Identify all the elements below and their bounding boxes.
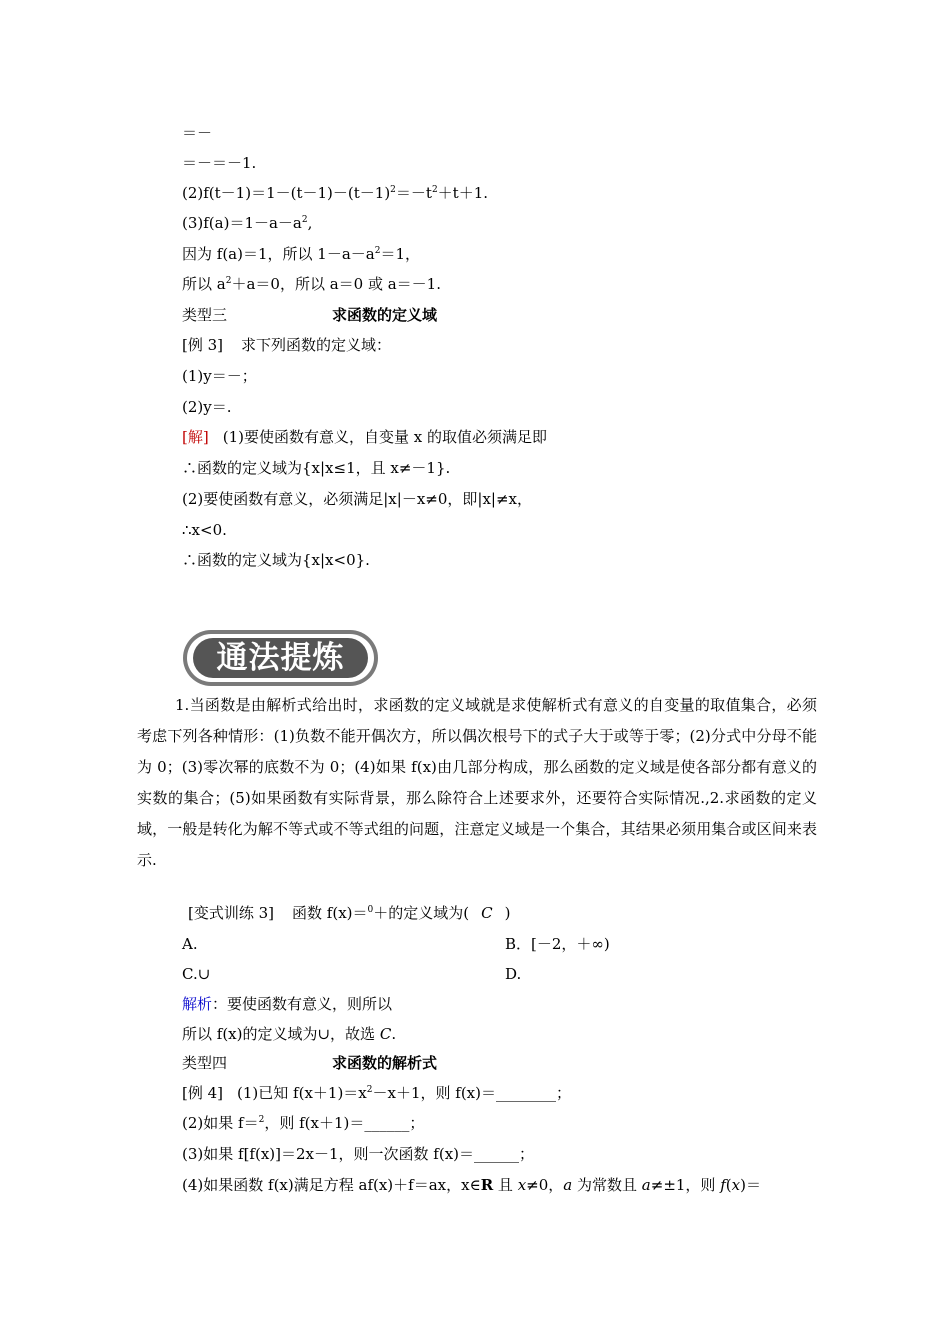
- option-c: C.∪: [182, 965, 211, 983]
- exercise3-options-row2: [182, 964, 522, 984]
- example3-prompt: [例 3] 求下列函数的定义域：: [182, 336, 392, 354]
- method-summary-banner: [183, 630, 378, 686]
- type3-label: 类型三: [182, 306, 228, 324]
- derivation-line-4: $(3)f(a)=1-a-a^2$,: [182, 214, 313, 232]
- type4-heading: [182, 1053, 438, 1073]
- derivation-line-1: ＝－: [182, 124, 213, 142]
- type4-title: 求函数的解析式: [332, 1054, 438, 1072]
- example4-q1: [例 4] (1)已知 $f(x+1)=x^2-x+1$，则 f(x)＝________；: [182, 1084, 571, 1102]
- derivation-line-2: ＝－＝－1.: [182, 154, 257, 172]
- example3-q1: (1)y＝－；: [182, 367, 257, 385]
- derivation-line-3: $(2)f(t-1)=1-(t-1)-(t-1)^2=-t^2+t+1$.: [182, 184, 489, 202]
- solution3-line-5: ∴函数的定义域为{x|x<0}.: [182, 551, 370, 569]
- option-a: A.: [182, 935, 198, 953]
- type3-title: 求函数的定义域: [332, 306, 438, 324]
- example3-q2: (2)y＝.: [182, 398, 232, 416]
- type3-heading: [182, 305, 438, 325]
- banner-text: 通法提炼: [216, 640, 345, 676]
- solution3-line-1: [解] (1)要使函数有意义，自变量 x 的取值必须满足即: [182, 428, 547, 446]
- solution3-line-2: ∴函数的定义域为{x|x≤1，且 x≠－1}.: [182, 459, 451, 477]
- option-b: B．[－2，＋∞): [505, 935, 610, 953]
- solution-tag: [解]: [182, 428, 209, 446]
- example4-q4: (4)如果函数 f(x)满足方程 af(x)＋f＝ax，x∈R 且 x≠0，a 为常数且 a≠±1，则 f(x)＝: [182, 1176, 761, 1194]
- exercise3-options-row1: [182, 934, 610, 954]
- exercise3-answer: C: [481, 904, 493, 922]
- example4-q2: (2)如果 f＝$^2$，则 f(x＋1)＝______；: [182, 1114, 425, 1132]
- summary-paragraph: 1.当函数是由解析式给出时，求函数的定义域就是求使解析式有意义的自变量的取值集合，必须考虑下列各种情形：(1)负数不能开偶次方，所以偶次根号下的式子大于或等于零；(2)分式中分母不能为 0；(3)零次幂的底数不为 0；(4)如果 f(x)由几部分构成，那么函数的定义域是使各部分都有意义的实数的集合；(5)如果函数有实际背景，那么除符合上述要求外，还要符合实际情况.,2.求函数的定义域，一般是转化为解不等式或不等式组的问题，注意定义域是一个集合，其结果必须用集合或区间来表示.: [137, 696, 817, 869]
- exercise3-analysis-2: 所以 f(x)的定义域为∪，故选 C.: [182, 1025, 397, 1043]
- exercise3-prompt: [变式训练 3] 函数 f(x)＝$^0$＋的定义域为( C ): [188, 904, 511, 922]
- exercise3-analysis-1: 解析：要使函数有意义，则所以: [182, 995, 393, 1013]
- solution3-line-3: (2)要使函数有意义，必须满足|x|－x≠0，即|x|≠x，: [182, 490, 532, 508]
- option-d: D.: [505, 965, 522, 983]
- solution3-line-4: ∴x<0.: [182, 521, 227, 539]
- derivation-line-5: 因为 f(a)＝1，所以 $1-a-a^2=1$，: [182, 245, 420, 263]
- analysis-tag: 解析: [182, 995, 213, 1013]
- type4-label: 类型四: [182, 1054, 228, 1072]
- derivation-line-6: 所以 $a^2+a=0$，所以 a＝0 或 a＝－1.: [182, 275, 441, 293]
- example4-q3: (3)如果 f[f(x)]＝2x－1，则一次函数 f(x)＝______；: [182, 1145, 535, 1163]
